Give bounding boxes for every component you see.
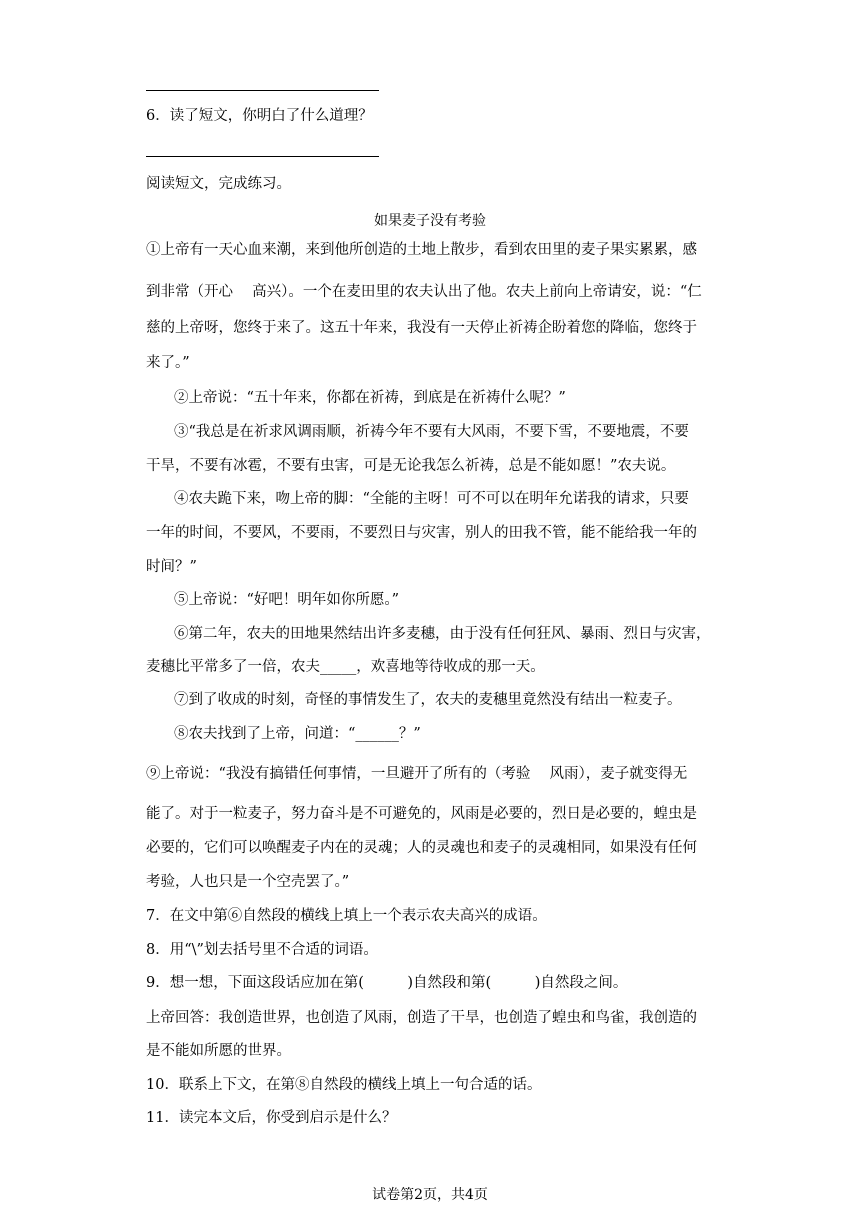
question-7: 7．在文中第⑥自然段的横线上填上一个表示农夫高兴的成语。 (146, 908, 547, 924)
question-10: 10．联系上下文，在第⑧自然段的横线上填上一句合适的话。 (146, 1077, 542, 1093)
paragraph-2: ②上帝说：“五十年来，你都在祈祷，到底是在祈祷什么呢？” (174, 390, 566, 406)
paragraph-4-line: 一年的时间，不要风，不要雨，不要烈日与灾害，别人的田我不管，能不能给我一年的 (146, 525, 697, 541)
question-9-text-line: 是不能如所愿的世界。 (146, 1043, 291, 1059)
question-6: 6．读了短文，你明白了什么道理？ (146, 108, 373, 124)
paragraph-6-line: 麦穗比平常多了一倍，农夫_____，欢喜地等待收成的那一天。 (146, 659, 545, 675)
paragraph-9-line: ⑨上帝说：“我没有搞错任何事情，一旦避开了所有的（考验 风雨），麦子就变得无 (146, 766, 688, 782)
paragraph-9-line: 必要的，它们可以唤醒麦子内在的灵魂；人的灵魂也和麦子的灵魂相同，如果没有任何 (146, 840, 697, 856)
paragraph-1-line: 来了。” (146, 355, 190, 371)
paragraph-5: ⑤上帝说：“好吧！明年如你所愿。” (174, 592, 400, 608)
paragraph-1-line: 到非常（开心 高兴）。一个在麦田里的农夫认出了他。农夫上前向上帝请安，说：“仁 (146, 284, 702, 300)
question-9: 9．想一想，下面这段话应加在第( )自然段和第( )自然段之间。 (146, 975, 628, 991)
page-footer: 试卷第2页，共4页 (372, 1187, 488, 1203)
passage-title: 如果麦子没有考验 (374, 213, 486, 229)
paragraph-3-line: ③“我总是在祈求风调雨顺，祈祷今年不要有大风雨，不要下雪，不要地震，不要 (174, 424, 689, 440)
question-9-text-line: 上帝回答：我创造世界，也创造了风雨，创造了干旱，也创造了蝗虫和鸟雀，我创造的 (146, 1010, 697, 1026)
paragraph-7: ⑦到了收成的时刻，奇怪的事情发生了，农夫的麦穗里竟然没有结出一粒麦子。 (174, 692, 682, 708)
paragraph-4-line: 时间？” (146, 559, 197, 575)
answer-line (146, 156, 379, 157)
paragraph-4-line: ④农夫跪下来，吻上帝的脚：“全能的主呀！可不可以在明年允诺我的请求，只要 (174, 491, 689, 507)
question-8: 8．用“\”划去括号里不合适的词语。 (146, 942, 378, 958)
paragraph-8: ⑧农夫找到了上帝，问道：“______？” (174, 726, 421, 742)
paragraph-6-line: ⑥第二年，农夫的田地果然结出许多麦穗，由于没有任何狂风、暴雨、烈日与灾害， (174, 626, 711, 642)
reading-intro: 阅读短文，完成练习。 (146, 176, 291, 192)
question-11: 11．读完本文后，你受到启示是什么？ (146, 1110, 397, 1126)
answer-line (146, 90, 379, 91)
paragraph-3-line: 干旱，不要有冰雹，不要有虫害，可是无论我怎么祈祷，总是不能如愿！”农夫说。 (146, 458, 676, 474)
paragraph-9-line: 能了。对于一粒麦子，努力奋斗是不可避免的，风雨是必要的，烈日是必要的，蝗虫是 (146, 806, 697, 822)
paragraph-9-line: 考验，人也只是一个空壳罢了。” (146, 874, 350, 890)
paragraph-1-line: ①上帝有一天心血来潮，来到他所创造的土地上散步，看到农田里的麦子果实累累，感 (146, 242, 697, 258)
paragraph-1-line: 慈的上帝呀，您终于来了。这五十年来，我没有一天停止祈祷企盼着您的降临，您终于 (146, 320, 697, 336)
